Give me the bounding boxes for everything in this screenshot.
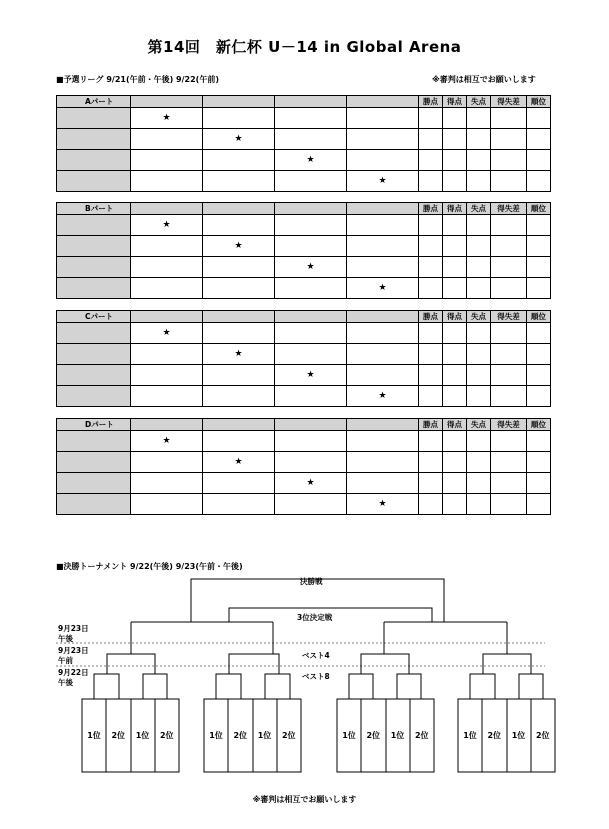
opponent-header-cell bbox=[275, 311, 347, 323]
date1-line1: 9月23日 bbox=[58, 624, 89, 633]
team-name-cell[interactable] bbox=[57, 494, 131, 515]
team-name-cell[interactable] bbox=[57, 129, 131, 150]
stat-cell[interactable] bbox=[443, 386, 467, 407]
stat-cell[interactable] bbox=[491, 108, 527, 129]
team-name-cell[interactable] bbox=[57, 452, 131, 473]
score-cell[interactable] bbox=[347, 452, 419, 473]
score-cell[interactable] bbox=[131, 473, 203, 494]
table-row bbox=[57, 323, 551, 344]
score-cell[interactable] bbox=[203, 257, 275, 278]
league-table-a bbox=[56, 95, 551, 192]
stat-header: 勝点 bbox=[419, 203, 443, 215]
stat-cell[interactable] bbox=[527, 257, 551, 278]
score-cell[interactable] bbox=[131, 236, 203, 257]
diagonal-cell bbox=[275, 365, 347, 386]
table-row bbox=[57, 215, 551, 236]
stat-header: 得失差 bbox=[491, 419, 527, 431]
diagonal-cell bbox=[131, 431, 203, 452]
opponent-header-cell bbox=[275, 203, 347, 215]
star-icon: ★ bbox=[378, 283, 387, 293]
score-cell[interactable] bbox=[347, 236, 419, 257]
stat-cell[interactable] bbox=[419, 171, 443, 192]
opponent-header-cell bbox=[203, 96, 275, 108]
stat-cell[interactable] bbox=[443, 215, 467, 236]
page-title: 第14回 新仁杯 U－14 in Global Arena bbox=[147, 38, 462, 56]
third-place-label: 3位決定戦 bbox=[297, 613, 333, 622]
opponent-header-cell bbox=[347, 419, 419, 431]
star-icon: ★ bbox=[306, 262, 315, 272]
diagonal-cell bbox=[131, 215, 203, 236]
opponent-header-cell bbox=[275, 419, 347, 431]
rank-2-slot: 2位 bbox=[281, 731, 296, 740]
star-icon: ★ bbox=[234, 349, 243, 359]
date2-line1: 9月23日 bbox=[58, 646, 89, 655]
star-icon: ★ bbox=[162, 436, 171, 446]
star-icon: ★ bbox=[378, 499, 387, 509]
stat-header: 得失差 bbox=[491, 96, 527, 108]
stat-cell[interactable] bbox=[443, 236, 467, 257]
team-name-cell[interactable] bbox=[57, 344, 131, 365]
score-cell[interactable] bbox=[275, 452, 347, 473]
rank-1-slot: 1位 bbox=[342, 731, 356, 740]
stat-cell[interactable] bbox=[419, 452, 443, 473]
stat-cell[interactable] bbox=[443, 452, 467, 473]
stat-cell[interactable] bbox=[467, 129, 491, 150]
team-name-cell[interactable] bbox=[57, 150, 131, 171]
diagonal-cell bbox=[203, 236, 275, 257]
team-name-cell[interactable] bbox=[57, 365, 131, 386]
star-icon: ★ bbox=[162, 113, 171, 123]
stat-cell[interactable] bbox=[467, 236, 491, 257]
star-icon: ★ bbox=[378, 176, 387, 186]
stat-cell[interactable] bbox=[527, 150, 551, 171]
stat-cell[interactable] bbox=[419, 150, 443, 171]
stat-cell[interactable] bbox=[443, 365, 467, 386]
stat-cell[interactable] bbox=[491, 150, 527, 171]
team-name-cell[interactable] bbox=[57, 386, 131, 407]
team-name-cell[interactable] bbox=[57, 431, 131, 452]
stat-header: 得点 bbox=[443, 311, 467, 323]
stat-cell[interactable] bbox=[491, 473, 527, 494]
score-cell[interactable] bbox=[131, 278, 203, 299]
rank-2-slot: 2位 bbox=[535, 731, 550, 740]
team-name-cell[interactable] bbox=[57, 257, 131, 278]
team-name-cell[interactable] bbox=[57, 215, 131, 236]
stat-cell[interactable] bbox=[419, 365, 443, 386]
stat-cell[interactable] bbox=[491, 452, 527, 473]
stat-cell[interactable] bbox=[527, 386, 551, 407]
stat-cell[interactable] bbox=[527, 431, 551, 452]
opponent-header-cell bbox=[347, 311, 419, 323]
group-name: Aパート bbox=[57, 96, 131, 108]
score-cell[interactable] bbox=[203, 431, 275, 452]
group-name: Cパート bbox=[57, 311, 131, 323]
score-cell[interactable] bbox=[347, 344, 419, 365]
star-icon: ★ bbox=[306, 478, 315, 488]
stat-cell[interactable] bbox=[443, 323, 467, 344]
score-cell[interactable] bbox=[131, 344, 203, 365]
diagonal-cell bbox=[203, 452, 275, 473]
stat-header: 失点 bbox=[467, 203, 491, 215]
stat-cell[interactable] bbox=[419, 494, 443, 515]
stat-header: 勝点 bbox=[419, 419, 443, 431]
league-table-b bbox=[56, 202, 551, 299]
stat-cell[interactable] bbox=[419, 278, 443, 299]
table-row bbox=[57, 365, 551, 386]
team-name-cell[interactable] bbox=[57, 171, 131, 192]
diagonal-cell bbox=[203, 344, 275, 365]
opponent-header-cell bbox=[203, 203, 275, 215]
stat-cell[interactable] bbox=[527, 452, 551, 473]
stat-cell[interactable] bbox=[527, 494, 551, 515]
score-cell[interactable] bbox=[203, 386, 275, 407]
stat-header: 勝点 bbox=[419, 96, 443, 108]
stat-cell[interactable] bbox=[527, 278, 551, 299]
stat-cell[interactable] bbox=[443, 278, 467, 299]
rank-1-slot: 1位 bbox=[135, 731, 150, 740]
diagonal-cell bbox=[347, 278, 419, 299]
date3-line1: 9月22日 bbox=[58, 668, 89, 677]
table-row bbox=[57, 236, 551, 257]
stat-cell[interactable] bbox=[527, 108, 551, 129]
stat-header: 順位 bbox=[527, 96, 551, 108]
opponent-header-cell bbox=[347, 96, 419, 108]
table-row bbox=[57, 278, 551, 299]
stat-header: 得点 bbox=[443, 203, 467, 215]
stat-cell[interactable] bbox=[527, 215, 551, 236]
score-cell[interactable] bbox=[131, 452, 203, 473]
score-cell[interactable] bbox=[203, 150, 275, 171]
opponent-header-cell bbox=[131, 311, 203, 323]
opponent-header-cell bbox=[347, 203, 419, 215]
stat-cell[interactable] bbox=[443, 257, 467, 278]
stat-cell[interactable] bbox=[527, 171, 551, 192]
star-icon: ★ bbox=[162, 328, 171, 338]
diagonal-cell bbox=[275, 150, 347, 171]
stat-cell[interactable] bbox=[419, 108, 443, 129]
stat-cell[interactable] bbox=[419, 257, 443, 278]
stat-cell[interactable] bbox=[419, 129, 443, 150]
stat-cell[interactable] bbox=[467, 494, 491, 515]
opponent-header-cell bbox=[131, 419, 203, 431]
opponent-header-cell bbox=[203, 311, 275, 323]
score-cell[interactable] bbox=[275, 108, 347, 129]
score-cell[interactable] bbox=[203, 473, 275, 494]
stat-cell[interactable] bbox=[419, 386, 443, 407]
score-cell[interactable] bbox=[347, 323, 419, 344]
table-row bbox=[57, 129, 551, 150]
stat-header: 順位 bbox=[527, 203, 551, 215]
stat-cell[interactable] bbox=[491, 257, 527, 278]
diagonal-cell bbox=[275, 257, 347, 278]
stat-cell[interactable] bbox=[467, 278, 491, 299]
score-cell[interactable] bbox=[131, 150, 203, 171]
diagonal-cell bbox=[131, 323, 203, 344]
prelim-heading: ■予選リーグ 9/21(午前・午後) 9/22(午前) bbox=[56, 75, 219, 84]
stat-cell[interactable] bbox=[419, 236, 443, 257]
stat-cell[interactable] bbox=[419, 344, 443, 365]
score-cell[interactable] bbox=[275, 278, 347, 299]
star-icon: ★ bbox=[234, 241, 243, 251]
stat-cell[interactable] bbox=[443, 431, 467, 452]
rank-2-slot: 2位 bbox=[111, 731, 126, 740]
score-cell[interactable] bbox=[347, 108, 419, 129]
diagonal-cell bbox=[347, 386, 419, 407]
diagonal-cell bbox=[203, 129, 275, 150]
stat-cell[interactable] bbox=[491, 431, 527, 452]
stat-cell[interactable] bbox=[527, 473, 551, 494]
stat-header: 順位 bbox=[527, 419, 551, 431]
score-cell[interactable] bbox=[131, 494, 203, 515]
stat-cell[interactable] bbox=[491, 129, 527, 150]
score-cell[interactable] bbox=[131, 129, 203, 150]
opponent-header-cell bbox=[131, 203, 203, 215]
rank-1-slot: 1位 bbox=[463, 731, 477, 740]
score-cell[interactable] bbox=[275, 386, 347, 407]
table-row bbox=[57, 171, 551, 192]
stat-cell[interactable] bbox=[527, 344, 551, 365]
prelim-note: ※審判は相互でお願いします bbox=[432, 75, 536, 84]
score-cell[interactable] bbox=[347, 473, 419, 494]
rank-2-slot: 2位 bbox=[366, 731, 381, 740]
score-cell[interactable] bbox=[275, 236, 347, 257]
star-icon: ★ bbox=[378, 391, 387, 401]
stat-cell[interactable] bbox=[419, 323, 443, 344]
diagonal-cell bbox=[131, 108, 203, 129]
group-name: Bパート bbox=[57, 203, 131, 215]
stat-header: 得点 bbox=[443, 96, 467, 108]
rank-2-slot: 2位 bbox=[487, 731, 502, 740]
team-name-cell[interactable] bbox=[57, 108, 131, 129]
stat-cell[interactable] bbox=[527, 323, 551, 344]
stat-cell[interactable] bbox=[467, 257, 491, 278]
stat-cell[interactable] bbox=[527, 236, 551, 257]
stat-cell[interactable] bbox=[443, 129, 467, 150]
opponent-header-cell bbox=[203, 419, 275, 431]
rank-1-slot: 1位 bbox=[511, 731, 526, 740]
stat-cell[interactable] bbox=[491, 494, 527, 515]
score-cell[interactable] bbox=[203, 171, 275, 192]
stat-cell[interactable] bbox=[443, 344, 467, 365]
stat-cell[interactable] bbox=[491, 236, 527, 257]
rank-1-slot: 1位 bbox=[87, 731, 101, 740]
score-cell[interactable] bbox=[347, 150, 419, 171]
diagonal-cell bbox=[347, 494, 419, 515]
table-row bbox=[57, 344, 551, 365]
star-icon: ★ bbox=[162, 220, 171, 230]
table-row bbox=[57, 494, 551, 515]
team-name-cell[interactable] bbox=[57, 323, 131, 344]
table-row bbox=[57, 452, 551, 473]
rank-2-slot: 2位 bbox=[159, 731, 174, 740]
stat-cell[interactable] bbox=[467, 323, 491, 344]
score-cell[interactable] bbox=[203, 365, 275, 386]
stat-cell[interactable] bbox=[467, 386, 491, 407]
diagonal-cell bbox=[275, 473, 347, 494]
stat-cell[interactable] bbox=[491, 278, 527, 299]
group-name: Dパート bbox=[57, 419, 131, 431]
rank-1-slot: 1位 bbox=[390, 731, 405, 740]
star-icon: ★ bbox=[234, 457, 243, 467]
score-cell[interactable] bbox=[203, 494, 275, 515]
stat-cell[interactable] bbox=[467, 344, 491, 365]
star-icon: ★ bbox=[306, 370, 315, 380]
table-row bbox=[57, 108, 551, 129]
stat-cell[interactable] bbox=[527, 365, 551, 386]
stat-header: 得失差 bbox=[491, 203, 527, 215]
opponent-header-cell bbox=[131, 96, 203, 108]
best8-label: ベスト8 bbox=[302, 672, 330, 681]
league-table-c bbox=[56, 310, 551, 407]
stat-cell[interactable] bbox=[443, 150, 467, 171]
score-cell[interactable] bbox=[347, 215, 419, 236]
star-icon: ★ bbox=[234, 134, 243, 144]
stat-header: 勝点 bbox=[419, 311, 443, 323]
stat-cell[interactable] bbox=[491, 171, 527, 192]
stat-cell[interactable] bbox=[419, 215, 443, 236]
stat-header: 失点 bbox=[467, 419, 491, 431]
league-table-d bbox=[56, 418, 551, 515]
stat-cell[interactable] bbox=[467, 473, 491, 494]
stat-cell[interactable] bbox=[443, 494, 467, 515]
score-cell[interactable] bbox=[275, 431, 347, 452]
score-cell[interactable] bbox=[131, 171, 203, 192]
stat-header: 得失差 bbox=[491, 311, 527, 323]
score-cell[interactable] bbox=[203, 323, 275, 344]
stat-cell[interactable] bbox=[491, 323, 527, 344]
score-cell[interactable] bbox=[275, 323, 347, 344]
footer-note: ※審判は相互でお願いします bbox=[252, 795, 357, 804]
score-cell[interactable] bbox=[347, 129, 419, 150]
table-row bbox=[57, 473, 551, 494]
stat-cell[interactable] bbox=[419, 431, 443, 452]
stat-cell[interactable] bbox=[527, 129, 551, 150]
stat-cell[interactable] bbox=[491, 215, 527, 236]
stat-header: 失点 bbox=[467, 96, 491, 108]
stat-cell[interactable] bbox=[467, 108, 491, 129]
rank-1-slot: 1位 bbox=[257, 731, 272, 740]
stat-cell[interactable] bbox=[467, 171, 491, 192]
rank-2-slot: 2位 bbox=[233, 731, 248, 740]
stat-cell[interactable] bbox=[467, 452, 491, 473]
stat-cell[interactable] bbox=[419, 473, 443, 494]
score-cell[interactable] bbox=[347, 257, 419, 278]
table-row bbox=[57, 150, 551, 171]
stat-cell[interactable] bbox=[491, 386, 527, 407]
score-cell[interactable] bbox=[275, 344, 347, 365]
stat-header: 得点 bbox=[443, 419, 467, 431]
stat-cell[interactable] bbox=[443, 473, 467, 494]
score-cell[interactable] bbox=[131, 365, 203, 386]
stat-cell[interactable] bbox=[467, 150, 491, 171]
stat-cell[interactable] bbox=[467, 365, 491, 386]
score-cell[interactable] bbox=[275, 494, 347, 515]
stat-cell[interactable] bbox=[491, 344, 527, 365]
date3-line2: 午後 bbox=[58, 678, 73, 687]
score-cell[interactable] bbox=[203, 108, 275, 129]
table-row bbox=[57, 431, 551, 452]
stat-cell[interactable] bbox=[467, 215, 491, 236]
stat-header: 順位 bbox=[527, 311, 551, 323]
final-label: 決勝戦 bbox=[300, 577, 323, 586]
best4-label: ベスト4 bbox=[302, 651, 330, 660]
score-cell[interactable] bbox=[203, 278, 275, 299]
score-cell[interactable] bbox=[131, 257, 203, 278]
stat-cell[interactable] bbox=[467, 431, 491, 452]
date1-line2: 午後 bbox=[58, 634, 73, 643]
rank-2-slot: 2位 bbox=[414, 731, 429, 740]
star-icon: ★ bbox=[306, 155, 315, 165]
stat-cell[interactable] bbox=[491, 365, 527, 386]
diagonal-cell bbox=[347, 171, 419, 192]
stat-header: 失点 bbox=[467, 311, 491, 323]
rank-1-slot: 1位 bbox=[209, 731, 223, 740]
team-name-cell[interactable] bbox=[57, 278, 131, 299]
score-cell[interactable] bbox=[131, 386, 203, 407]
team-name-cell[interactable] bbox=[57, 236, 131, 257]
team-name-cell[interactable] bbox=[57, 473, 131, 494]
table-row bbox=[57, 386, 551, 407]
score-cell[interactable] bbox=[275, 171, 347, 192]
score-cell[interactable] bbox=[275, 129, 347, 150]
table-row bbox=[57, 257, 551, 278]
score-cell[interactable] bbox=[203, 215, 275, 236]
date2-line2: 午前 bbox=[58, 656, 73, 665]
opponent-header-cell bbox=[275, 96, 347, 108]
stat-cell[interactable] bbox=[443, 171, 467, 192]
score-cell[interactable] bbox=[275, 215, 347, 236]
stat-cell[interactable] bbox=[443, 108, 467, 129]
score-cell[interactable] bbox=[347, 431, 419, 452]
score-cell[interactable] bbox=[347, 365, 419, 386]
tournament-heading: ■決勝トーナメント 9/22(午後) 9/23(午前・午後) bbox=[56, 562, 243, 571]
